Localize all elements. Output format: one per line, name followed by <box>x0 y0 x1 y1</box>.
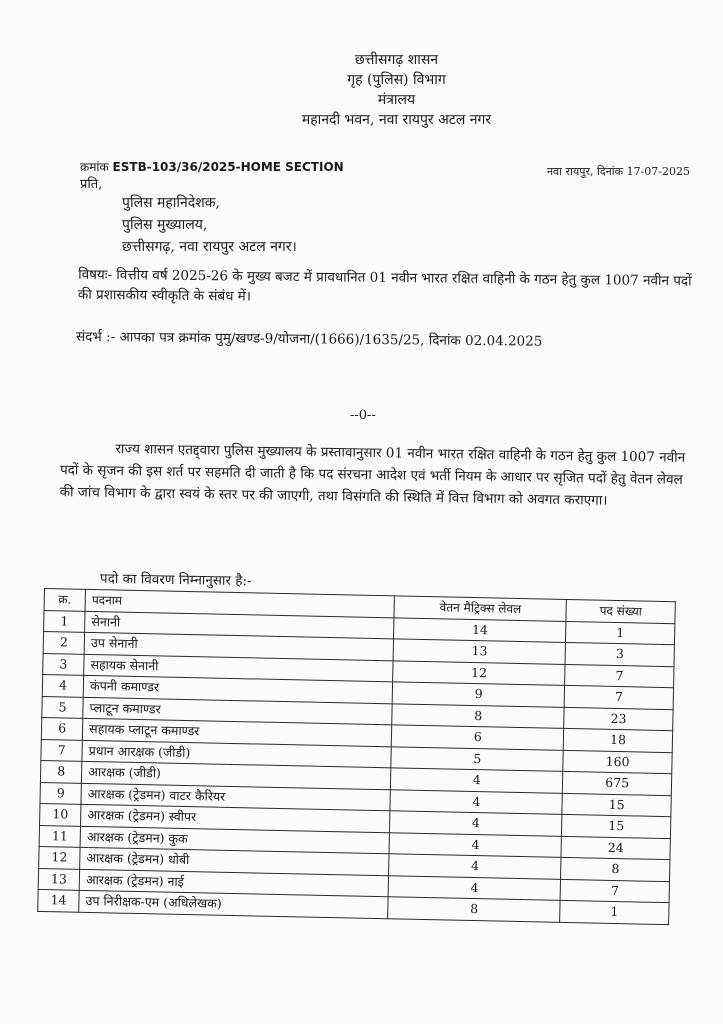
cell-level: 9 <box>392 682 564 707</box>
cell-name: उप निरीक्षक-एम (अधिलेखक) <box>79 890 389 918</box>
recipient-address <box>122 192 297 258</box>
header-count: पद संख्या <box>566 599 675 623</box>
address-line: छत्तीसगढ़, नवा रायपुर अटल नगर। <box>122 239 297 255</box>
govt-name: छत्तीसगढ़ शासन <box>354 52 439 68</box>
cell-name: सहायक सेनानी <box>84 654 394 682</box>
cell-sn: 13 <box>38 868 80 890</box>
address-line: पुलिस मुख्यालय, <box>122 217 208 233</box>
reference-prefix: क्रमांक <box>80 160 109 174</box>
cell-count: 18 <box>564 728 673 752</box>
cell-name: आरक्षक (ट्रेडमन) कुक <box>80 826 390 854</box>
department-name: गृह (पुलिस) विभाग <box>347 72 446 88</box>
cell-sn: 6 <box>41 717 83 739</box>
cell-name: उप सेनानी <box>84 632 394 660</box>
cell-level: 8 <box>392 703 564 728</box>
cell-name: सहायक प्लाटून कमाण्डर <box>82 718 392 746</box>
address-line: पुलिस महानिदेशक, <box>122 195 220 211</box>
cell-count: 23 <box>564 707 673 731</box>
cell-name: आरक्षक (ट्रेडमन) स्वीपर <box>81 804 391 832</box>
cell-sn: 9 <box>40 782 82 804</box>
cell-count: 7 <box>565 664 674 688</box>
cell-name: कंपनी कमाण्डर <box>83 675 393 703</box>
cell-name: आरक्षक (जीडी) <box>82 761 392 789</box>
reference-number: ESTB-103/36/2025-HOME SECTION <box>112 160 344 174</box>
cell-level: 4 <box>389 854 561 879</box>
cell-name: प्लाटून कमाण्डर <box>83 697 393 725</box>
cell-count: 160 <box>563 750 672 774</box>
cell-sn: 7 <box>41 739 83 761</box>
cell-level: 12 <box>393 660 565 685</box>
header-level: वेतन मैट्रिक्स लेवल <box>394 596 566 621</box>
cell-count: 15 <box>562 814 671 838</box>
table-intro: पदो का विवरण निम्नानुसार है:- <box>99 570 252 590</box>
sandarbh-line: संदर्भ :- आपका पत्र क्रमांक पुमु/खण्ड-9/योजना/(1666)/1635/25, दिनांक 02.04.2025 <box>75 328 543 350</box>
cell-sn: 3 <box>43 653 85 675</box>
cell-level: 4 <box>390 811 562 836</box>
cell-count: 1 <box>566 621 675 645</box>
cell-count: 675 <box>563 771 672 795</box>
ministry-name: मंत्रालय <box>377 92 416 108</box>
cell-count: 1 <box>560 900 669 924</box>
cell-count: 24 <box>561 836 670 860</box>
cell-count: 7 <box>560 879 669 903</box>
cell-count: 15 <box>562 793 671 817</box>
cell-level: 4 <box>388 875 560 900</box>
cell-sn: 14 <box>38 889 80 911</box>
cell-name: आरक्षक (ट्रेडमन) धोबी <box>80 847 390 875</box>
posts-table <box>37 588 676 925</box>
cell-sn: 8 <box>40 760 82 782</box>
cell-count: 3 <box>565 642 674 666</box>
cell-level: 5 <box>391 746 563 771</box>
cell-sn: 2 <box>43 632 85 654</box>
cell-level: 4 <box>389 832 561 857</box>
cell-sn: 10 <box>40 803 82 825</box>
cell-sn: 11 <box>39 825 81 847</box>
cell-level: 8 <box>388 897 560 922</box>
cell-level: 13 <box>393 639 565 664</box>
reference-date: नवा रायपुर, दिनांक 17-07-2025 <box>546 165 690 178</box>
cell-sn: 1 <box>44 610 86 632</box>
reference-row <box>80 158 690 178</box>
header-name: पदनाम <box>85 589 395 617</box>
cell-sn: 4 <box>42 674 84 696</box>
cell-name: आरक्षक (ट्रेडमन) नाई <box>79 869 389 897</box>
subject-line: विषयः- वित्तीय वर्ष 2025-26 के मुख्य बजट में प्रावधानित 01 नवीन भारत रक्षित वाहिनी के गठन हेतु कुल 1007 नवीन पदों की प्रशासकीय स्वीकृति के संबंध में। <box>77 266 692 305</box>
cell-name: सेनानी <box>85 611 395 639</box>
cell-count: 7 <box>564 685 673 709</box>
header-sn: क्र. <box>44 589 86 611</box>
cell-name: आरक्षक (ट्रेडमन) वाटर कैरियर <box>81 783 391 811</box>
office-address: महानदी भवन, नवा रायपुर अटल नगर <box>301 112 492 128</box>
recipient-label: प्रति, <box>80 177 103 192</box>
cell-level: 6 <box>392 725 564 750</box>
cell-sn: 5 <box>42 696 84 718</box>
cell-sn: 12 <box>39 846 81 868</box>
divider-mark: --0-- <box>350 408 376 423</box>
cell-name: प्रधान आरक्षक (जीडी) <box>82 740 392 768</box>
letterhead <box>0 50 723 130</box>
body-paragraph: राज्य शासन एतद्द्वारा पुलिस मुख्यालय के प्रस्तावानुसार 01 नवीन भारत रक्षित वाहिनी के गठन हेतु कुल 1007 नवीन पदों के सृजन की इस शर्त पर सहमति दी जाती है कि पद संरचना आदेश एवं भर्ती नियम के आधार पर सृजित पदों हेतु वेतन लेवल की जांच विभाग के द्वारा स्वयं के स्तर पर की जाएगी, तथा विसंगति की स्थिति में वित्त विभाग को अवगत कराएगा। <box>59 440 686 509</box>
cell-level: 14 <box>394 617 566 642</box>
cell-level: 4 <box>391 768 563 793</box>
cell-count: 8 <box>561 857 670 881</box>
cell-level: 4 <box>390 789 562 814</box>
